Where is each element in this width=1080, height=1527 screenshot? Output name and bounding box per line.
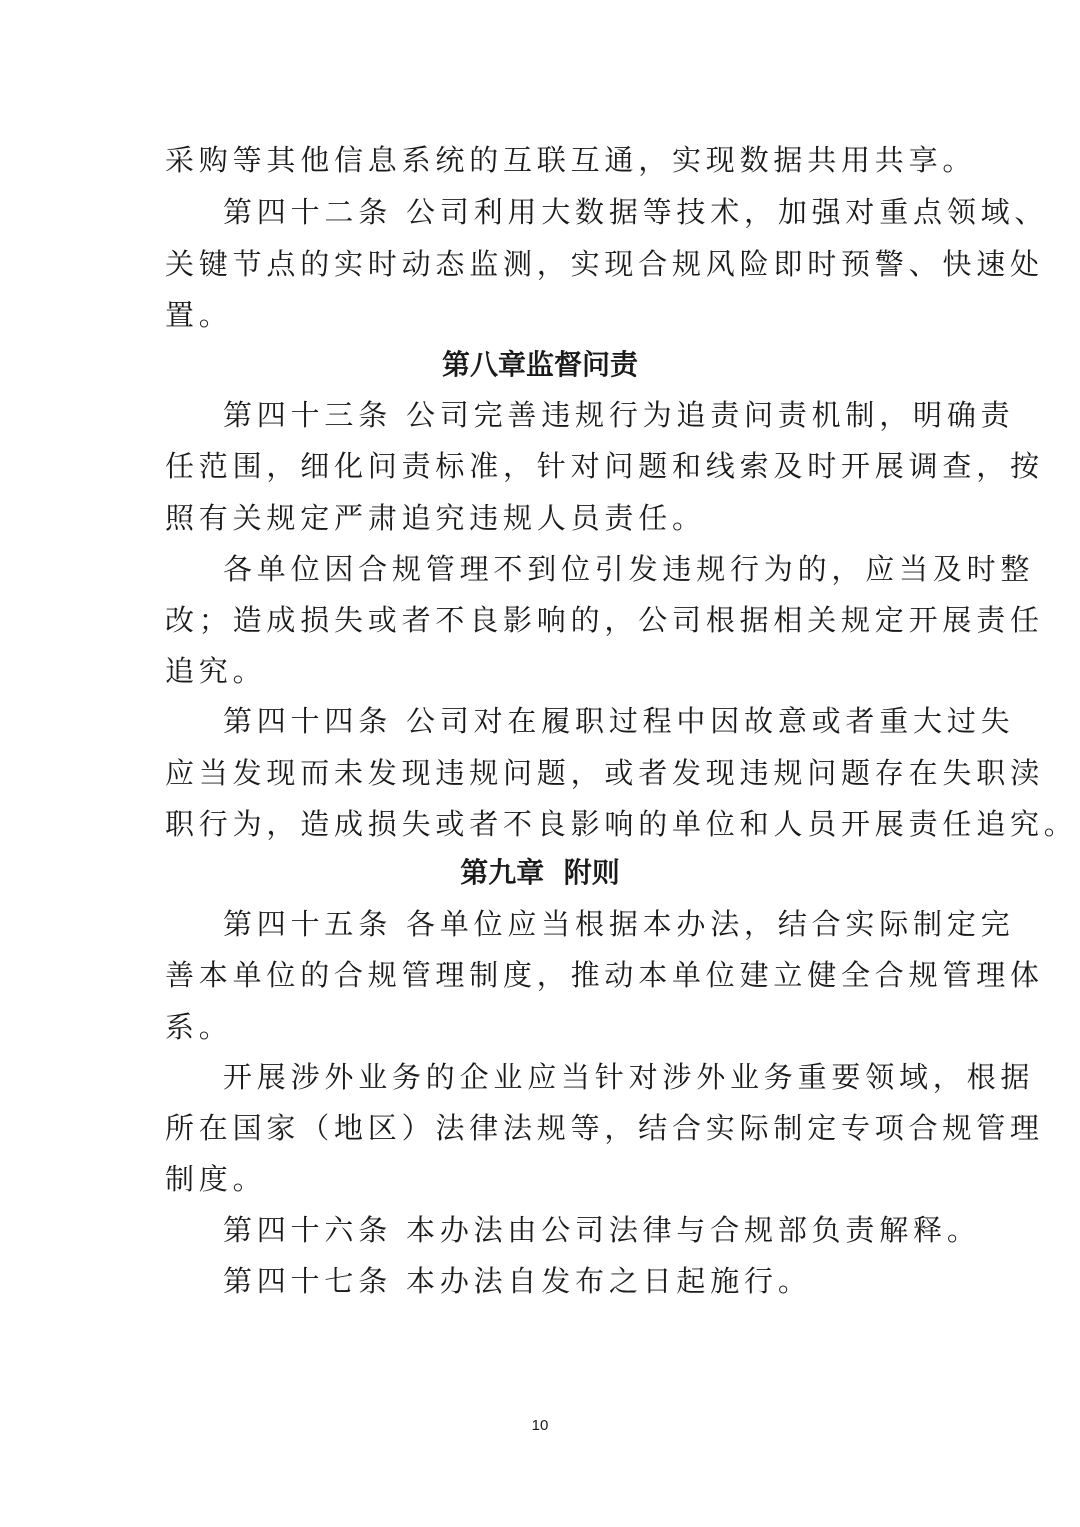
article-42-line: 第四十二条 公司利用大数据等技术，加强对重点领域、 (223, 195, 1049, 229)
chapter-9-heading: 第九章 附则 (460, 856, 620, 889)
body-line: 照有关规定严肃追究违规人员责任。 (165, 501, 706, 535)
body-line: 善本单位的合规管理制度，推动本单位建立健全合规管理体 (165, 958, 1044, 992)
paragraph-line: 各单位因合规管理不到位引发违规行为的，应当及时整 (223, 552, 1035, 586)
body-line: 关键节点的实时动态监测，实现合规风险即时预警、快速处 (165, 247, 1044, 281)
article-47-line: 第四十七条 本办法自发布之日起施行。 (223, 1264, 812, 1298)
body-line: 采购等其他信息系统的互联互通，实现数据共用共享。 (165, 143, 977, 177)
body-line: 改；造成损失或者不良影响的，公司根据相关规定开展责任 (165, 603, 1044, 637)
body-line: 追究。 (165, 654, 267, 688)
body-line: 应当发现而未发现违规问题，或者发现违规问题存在失职渎 (165, 756, 1044, 790)
chapter-8-heading: 第八章监督问责 (441, 348, 638, 381)
page-number: 10 (531, 1417, 549, 1434)
body-line: 任范围，细化问责标准，针对问题和线索及时开展调查，按 (165, 449, 1044, 483)
article-43-line: 第四十三条 公司完善违规行为追责问责机制，明确责 (223, 398, 1015, 432)
paragraph-line: 开展涉外业务的企业应当针对涉外业务重要领域，根据 (223, 1060, 1035, 1094)
article-46-line: 第四十六条 本办法由公司法律与合规部负责解释。 (223, 1213, 981, 1247)
body-line: 职行为，造成损失或者不良影响的单位和人员开展责任追究。 (165, 807, 1078, 841)
body-line: 所在国家（地区）法律法规等，结合实际制定专项合规管理 (165, 1111, 1044, 1145)
body-line: 系。 (165, 1010, 233, 1044)
article-44-line: 第四十四条 公司对在履职过程中因故意或者重大过失 (223, 704, 1015, 738)
body-line: 制度。 (165, 1162, 267, 1196)
body-line: 置。 (165, 298, 233, 332)
article-45-line: 第四十五条 各单位应当根据本办法，结合实际制定完 (223, 907, 1015, 941)
